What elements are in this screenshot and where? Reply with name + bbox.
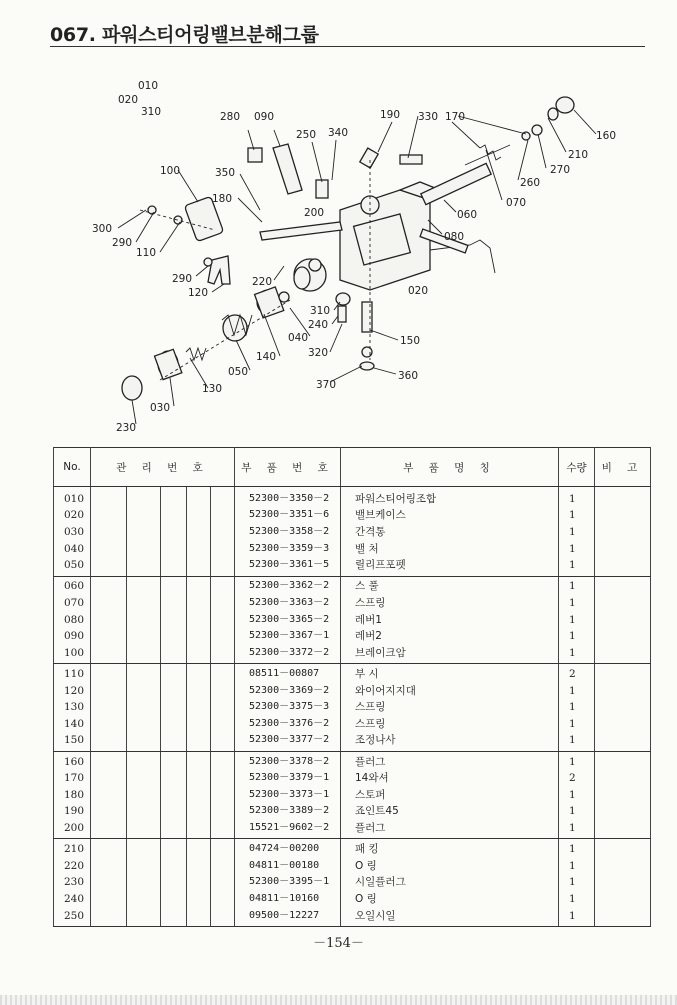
quantity-cell — [559, 664, 595, 752]
parts-table — [53, 447, 651, 927]
callout: 220 — [252, 276, 273, 288]
management-no-cell — [91, 839, 127, 927]
item-no-cell-value: 130 — [64, 701, 85, 714]
part-no-cell-value: 08511－00807 — [249, 668, 320, 680]
quantity-cell-value: 1 — [569, 613, 576, 626]
part-no-cell-value: 09500－12227 — [249, 909, 320, 921]
quantity-cell-value: 1 — [569, 909, 576, 922]
part-name-cell — [341, 664, 559, 752]
management-no-cell — [127, 487, 161, 577]
management-no-cell — [161, 664, 187, 752]
item-no-cell-value: 070 — [64, 597, 85, 610]
part-no-cell-value: 04811－00180 — [249, 859, 320, 871]
management-no-cell — [127, 664, 161, 752]
item-no-cell-value: 170 — [64, 772, 85, 785]
callout: 020 — [118, 94, 139, 106]
part-no-cell-value: 04724－00200 — [249, 843, 320, 855]
quantity-cell-value: 1 — [569, 542, 576, 555]
part-no-cell-value: 52300－3379－1 — [249, 772, 330, 784]
quantity-cell-value: 1 — [569, 684, 576, 697]
table-row-group — [54, 751, 651, 839]
management-no-cell — [91, 664, 127, 752]
quantity-cell-value: 1 — [569, 597, 576, 610]
part-name-cell-value: 14와셔 — [355, 772, 389, 785]
part-name-cell-value: 스프링 — [355, 597, 386, 610]
part-name-cell — [341, 487, 559, 577]
quantity-cell — [559, 487, 595, 577]
callout: 180 — [212, 193, 233, 205]
callout: 310 — [310, 305, 331, 317]
callout: 190 — [380, 109, 401, 121]
remark-cell — [595, 839, 651, 927]
item-no-cell-value: 190 — [64, 805, 85, 818]
management-no-cell — [187, 751, 211, 839]
item-no-cell-value: 210 — [64, 843, 85, 856]
item-no-cell-value: 230 — [64, 876, 85, 889]
callout: 090 — [254, 111, 275, 123]
item-no-cell-value: 080 — [64, 613, 85, 626]
callout: 330 — [418, 111, 439, 123]
part-name-cell-value: 스 풀 — [355, 580, 379, 593]
part-name-cell-value: O 링 — [355, 892, 377, 905]
callout: 170 — [445, 111, 466, 123]
item-no-cell — [54, 839, 91, 927]
management-no-cell — [91, 576, 127, 664]
quantity-cell-value: 1 — [569, 701, 576, 714]
part-name-cell-value: 오일시일 — [355, 909, 396, 922]
quantity-cell — [559, 751, 595, 839]
quantity-cell-value: 2 — [569, 772, 576, 785]
part-no-cell — [235, 487, 341, 577]
item-no-cell-value: 240 — [64, 892, 85, 905]
management-no-cell — [127, 576, 161, 664]
header-quantity: 수량 — [559, 448, 595, 487]
part-no-cell-value: 52300－3377－2 — [249, 734, 330, 746]
quantity-cell-value: 1 — [569, 526, 576, 539]
management-no-cell — [127, 839, 161, 927]
item-no-cell — [54, 576, 91, 664]
callout: 230 — [116, 422, 137, 434]
page-number: －154－ — [313, 936, 364, 951]
item-no-cell-value: 140 — [64, 717, 85, 730]
quantity-cell-value: 1 — [569, 859, 576, 872]
quantity-cell-value: 1 — [569, 755, 576, 768]
callout: 310 — [141, 106, 162, 118]
part-name-cell-value: 브레이크암 — [355, 646, 406, 659]
quantity-cell-value: 1 — [569, 646, 576, 659]
callout: 360 — [398, 370, 419, 382]
management-no-cell — [187, 487, 211, 577]
table-row-group — [54, 576, 651, 664]
part-name-cell-value: 파워스티어링조합 — [355, 492, 437, 505]
management-no-cell — [211, 576, 235, 664]
header-management-no: 관 리 번 호 — [91, 448, 235, 487]
header-no: No. — [54, 448, 91, 487]
item-no-cell-value: 200 — [64, 821, 85, 834]
item-no-cell-value: 180 — [64, 788, 85, 801]
item-no-cell — [54, 751, 91, 839]
part-name-cell-value: 와이어지지대 — [355, 684, 416, 697]
remark-cell — [595, 576, 651, 664]
part-name-cell-value: 조정나사 — [355, 734, 396, 747]
quantity-cell-value: 1 — [569, 630, 576, 643]
part-no-cell — [235, 751, 341, 839]
remark-cell — [595, 487, 651, 577]
callout: 010 — [138, 80, 159, 92]
item-no-cell-value: 100 — [64, 646, 85, 659]
item-no-cell-value: 050 — [64, 559, 85, 572]
item-no-cell-value: 160 — [64, 755, 85, 768]
callout: 270 — [550, 164, 571, 176]
part-no-cell-value: 52300－3395－1 — [249, 876, 330, 888]
item-no-cell-value: 030 — [64, 526, 85, 539]
management-no-cell — [161, 839, 187, 927]
callout: 250 — [296, 129, 317, 141]
quantity-cell — [559, 839, 595, 927]
callout: 260 — [520, 177, 541, 189]
part-name-cell — [341, 751, 559, 839]
scan-edge — [0, 995, 677, 1005]
item-no-cell — [54, 487, 91, 577]
quantity-cell-value: 1 — [569, 734, 576, 747]
part-no-cell — [235, 839, 341, 927]
callout: 350 — [215, 167, 236, 179]
part-name-cell-value: 플러그 — [355, 755, 386, 768]
callout: 020 — [408, 285, 429, 297]
header-part-name: 부 품 명 칭 — [341, 448, 559, 487]
part-no-cell — [235, 576, 341, 664]
quantity-cell-value: 1 — [569, 876, 576, 889]
part-name-cell-value: 스프링 — [355, 701, 386, 714]
callout: 110 — [136, 247, 157, 259]
item-no-cell-value: 020 — [64, 509, 85, 522]
management-no-cell — [211, 487, 235, 577]
callout: 320 — [308, 347, 329, 359]
table-row-group — [54, 664, 651, 752]
remark-cell — [595, 664, 651, 752]
part-no-cell-value: 52300－3358－2 — [249, 526, 330, 538]
part-no-cell-value: 15521－9602－2 — [249, 821, 330, 833]
callout: 120 — [188, 287, 209, 299]
part-name-cell-value: 레버1 — [355, 613, 382, 626]
part-name-cell-value: 스프링 — [355, 717, 386, 730]
part-name-cell-value: 플러그 — [355, 821, 386, 834]
item-no-cell-value: 250 — [64, 909, 85, 922]
item-no-cell-value: 110 — [64, 668, 85, 681]
part-no-cell-value: 52300－3367－1 — [249, 630, 330, 642]
callout: 300 — [92, 223, 113, 235]
callout: 200 — [304, 207, 325, 219]
callout: 070 — [506, 197, 527, 209]
management-no-cell — [211, 839, 235, 927]
quantity-cell-value: 1 — [569, 821, 576, 834]
exploded-parts-diagram — [40, 70, 640, 440]
management-no-cell — [91, 487, 127, 577]
part-no-cell-value: 52300－3375－3 — [249, 701, 330, 713]
header-remark: 비 고 — [595, 448, 651, 487]
part-no-cell-value: 52300－3362－2 — [249, 580, 330, 592]
part-no-cell-value: 52300－3351－6 — [249, 509, 330, 521]
callout: 280 — [220, 111, 241, 123]
part-no-cell-value: 52300－3350－2 — [249, 492, 330, 504]
item-no-cell-value: 150 — [64, 734, 85, 747]
part-no-cell-value: 52300－3365－2 — [249, 613, 330, 625]
quantity-cell-value: 2 — [569, 668, 576, 681]
item-no-cell-value: 220 — [64, 859, 85, 872]
management-no-cell — [161, 487, 187, 577]
callout: 100 — [160, 165, 181, 177]
callout: 040 — [288, 332, 309, 344]
table-row-group — [54, 839, 651, 927]
item-no-cell-value: 040 — [64, 542, 85, 555]
part-name-cell-value: 레버2 — [355, 630, 382, 643]
remark-cell — [595, 751, 651, 839]
callout: 150 — [400, 335, 421, 347]
callout: 160 — [596, 130, 617, 142]
quantity-cell-value: 1 — [569, 892, 576, 905]
callout: 290 — [172, 273, 193, 285]
callout: 050 — [228, 366, 249, 378]
callout: 030 — [150, 402, 171, 414]
callout: 240 — [308, 319, 329, 331]
part-no-cell-value: 52300－3363－2 — [249, 597, 330, 609]
part-name-cell-value: 스토퍼 — [355, 788, 386, 801]
quantity-cell — [559, 576, 595, 664]
callout: 210 — [568, 149, 589, 161]
part-no-cell — [235, 664, 341, 752]
item-no-cell — [54, 664, 91, 752]
management-no-cell — [211, 664, 235, 752]
part-no-cell-value: 52300－3372－2 — [249, 646, 330, 658]
header-part-no: 부 품 번 호 — [235, 448, 341, 487]
callout: 130 — [202, 383, 223, 395]
quantity-cell-value: 1 — [569, 580, 576, 593]
item-no-cell-value: 060 — [64, 580, 85, 593]
part-no-cell-value: 52300－3369－2 — [249, 684, 330, 696]
part-name-cell-value: 패 킹 — [355, 843, 379, 856]
management-no-cell — [211, 751, 235, 839]
item-no-cell-value: 010 — [64, 492, 85, 505]
part-name-cell-value: 간격통 — [355, 526, 386, 539]
table-row-group — [54, 487, 651, 577]
part-no-cell-value: 52300－3389－2 — [249, 805, 330, 817]
part-no-cell-value: 52300－3378－2 — [249, 755, 330, 767]
quantity-cell-value: 1 — [569, 788, 576, 801]
part-name-cell-value: 죠인트45 — [355, 805, 399, 818]
item-no-cell-value: 090 — [64, 630, 85, 643]
quantity-cell-value: 1 — [569, 559, 576, 572]
callout: 340 — [328, 127, 349, 139]
management-no-cell — [187, 576, 211, 664]
callout: 080 — [444, 231, 465, 243]
callout: 290 — [112, 237, 133, 249]
part-no-cell-value: 52300－3361－5 — [249, 559, 330, 571]
management-no-cell — [187, 664, 211, 752]
callout: 140 — [256, 351, 277, 363]
management-no-cell — [91, 751, 127, 839]
management-no-cell — [127, 751, 161, 839]
part-name-cell-value: O 링 — [355, 859, 377, 872]
part-no-cell-value: 52300－3359－3 — [249, 542, 330, 554]
part-no-cell-value: 52300－3376－2 — [249, 717, 330, 729]
quantity-cell-value: 1 — [569, 805, 576, 818]
part-name-cell-value: 밸브케이스 — [355, 509, 406, 522]
part-name-cell — [341, 576, 559, 664]
management-no-cell — [161, 751, 187, 839]
item-no-cell-value: 120 — [64, 684, 85, 697]
part-name-cell — [341, 839, 559, 927]
page-title: 067. 파워스티어링밸브분해그룹 — [50, 20, 645, 47]
part-name-cell-value: 시일플러그 — [355, 876, 406, 889]
part-name-cell-value: 부 시 — [355, 668, 379, 681]
callout: 060 — [457, 209, 478, 221]
callout: 370 — [316, 379, 337, 391]
part-no-cell-value: 04811－10160 — [249, 892, 320, 904]
quantity-cell-value: 1 — [569, 843, 576, 856]
quantity-cell-value: 1 — [569, 492, 576, 505]
quantity-cell-value: 1 — [569, 717, 576, 730]
quantity-cell-value: 1 — [569, 509, 576, 522]
management-no-cell — [187, 839, 211, 927]
management-no-cell — [161, 576, 187, 664]
part-no-cell-value: 52300－3373－1 — [249, 788, 330, 800]
part-name-cell-value: 릴리프포펫 — [355, 559, 406, 572]
part-name-cell-value: 밸 처 — [355, 542, 379, 555]
